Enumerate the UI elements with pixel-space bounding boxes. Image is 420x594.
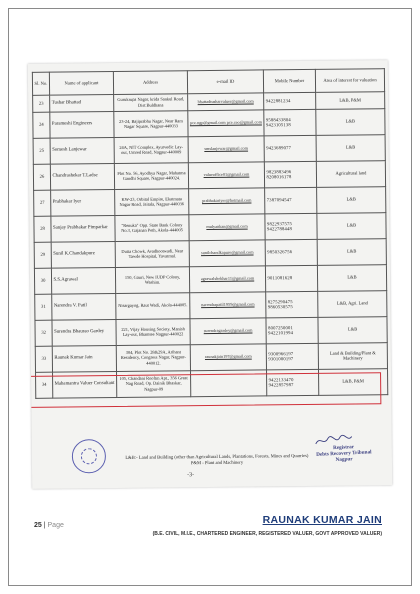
sl-no-cell: 25 [33, 138, 50, 164]
name-cell: Narendra V. Patil [52, 293, 116, 320]
abbreviation-footnote: L&B:- Land and Building (other than Agricultural Lands, Plantations, Forests, Mines and Quarries) P&M - Plant and Machinery [125, 452, 309, 466]
registrar-stamp-text: Registrar Debts Recovery Tribunal Nagpur [316, 444, 372, 464]
table-row [35, 316, 387, 346]
table-row [35, 290, 387, 320]
mobile-cell: 9422133470 9422857987 [266, 369, 318, 396]
address-cell: 23-24, Bajiprabhu Nagar, Near Ram Nagar Square, Nagpur-440033 [114, 110, 188, 137]
sl-no-cell: 28 [34, 216, 51, 242]
email-cell: pce.ngp@gmail.com pce.ceo@gmail.com [188, 110, 264, 137]
valuer-register-table [32, 68, 388, 398]
mobile-cell: 9011081628 [265, 265, 317, 292]
author-name: RAUNAK KUMAR JAIN [262, 514, 382, 526]
name-cell: Raunak Kumar Jain [52, 345, 116, 372]
table-row [34, 238, 386, 268]
mobile-cell: 9823883496 8208016178 [264, 161, 316, 188]
table-row [33, 134, 385, 164]
sl-no-cell: 26 [33, 164, 50, 190]
mobile-cell: 9422881234 [264, 92, 316, 110]
email-cell: smslanjewar@gmail.com [188, 136, 264, 163]
table-row [33, 108, 385, 138]
mobile-cell: 8007250001 9422101994 [266, 317, 318, 344]
address-cell: "Renuka" Opp. State Bank Colony No.3, Gajanan Peth, Akola-444005 [115, 214, 189, 241]
highlight-box-raunak-row [29, 372, 381, 408]
header-sl-no: Sl. No. [32, 72, 49, 95]
mobile-cell: 9588433804 9423105138 [264, 109, 316, 136]
name-cell: Mahamantra Valuer Consultant [53, 371, 117, 398]
name-cell: S.S.Agrawal [51, 267, 115, 294]
table-row [33, 160, 385, 190]
header-email: e-mail ID [187, 70, 263, 93]
email-cell: sunilchandkapure@gmail.com [189, 240, 265, 267]
header-mobile: Mobile Number [263, 69, 315, 92]
address-cell: 24A, NIT Complex, Ayurvedic Lay-out, Umred Road, Nagpur-440009 [114, 136, 188, 163]
area-cell: Agricultural land [316, 160, 385, 187]
author-credentials: (B.E. CIVIL, M.I.E., CHARTERED ENGINEER, REGISTERED VALUER, GOVT APPROVED VALUER) [152, 531, 382, 537]
area-cell: Land & Building/Plant & Machinery [318, 342, 387, 369]
email-cell: agrawalshekhar11@gmail.com [189, 266, 265, 293]
name-cell: Surendra Bhaurao Gardey [52, 319, 116, 346]
mobile-cell: 9822937575 9422788448 [265, 213, 317, 240]
sl-no-cell: 30 [34, 268, 51, 294]
area-cell: L&B, P&M [316, 91, 385, 109]
mobile-cell: 9423689077 [264, 135, 316, 162]
sl-no-cell: 32 [35, 320, 52, 346]
email-cell: raunakjain197@gmail.com [190, 344, 266, 371]
sl-no-cell: 31 [35, 294, 52, 320]
email-cell: prabhakariyer@hotmail.com [189, 188, 265, 215]
area-cell: L&B, Agri. Land [318, 290, 387, 317]
email-cell: bhattadtusharvaluer@gmail.com [188, 93, 264, 111]
sl-no-cell: 24 [33, 112, 50, 138]
table-row [34, 264, 386, 294]
header-area-of-interest: Area of interest for valuation [315, 69, 384, 92]
header-address: Address [113, 71, 187, 94]
email-cell: valueoffice01@gmail.com [188, 162, 264, 189]
area-cell: L&B [316, 108, 385, 135]
name-cell: Chandrashekar T.Ladse [50, 163, 114, 190]
mobile-cell: 8275290475 9860530575 [266, 291, 318, 318]
table-row [34, 212, 386, 242]
area-cell: L&B [316, 134, 385, 161]
name-cell: Sanjay Prabhakar Pimparkar [51, 215, 115, 242]
address-cell: 105, Chandani Rooftm Apt., 356 Great Nag Road, Op. Dainik Bhaskar, Nagpur-09 [117, 370, 191, 397]
area-cell: L&B, P&M [318, 368, 387, 395]
name-cell: Somesh Lanjewar [50, 137, 114, 164]
name-cell: Prabhakar Iyer [51, 189, 115, 216]
sl-no-cell: 23 [33, 95, 50, 112]
header-name: Name of applicant [49, 72, 113, 95]
sl-no-cell: 33 [35, 346, 52, 372]
address-cell: 221, Vijay Housing Society, Manish Lay-out, Bhamtee Nagpur-440022 [116, 318, 190, 345]
mobile-cell: 9850326756 [265, 239, 317, 266]
area-cell: L&B [318, 316, 387, 343]
address-cell: Gurukrupa Nagar, krida Sankul Road, Dist:Buldhana [114, 93, 188, 111]
address-cell: 304, Plot No. 28&29A, Arihant Residency, Congress Nagar, Nagpur-440012. [116, 344, 190, 371]
sl-no-cell: 27 [34, 190, 51, 216]
mobile-cell: 7387094547 [265, 187, 317, 214]
address-cell: Nisargayog, Raut Wadi, Akola-444005. [116, 292, 190, 319]
address-cell: 150, Gauri, New IUDP Colony, Washim. [115, 266, 189, 293]
page-footer-number: 25 | Page [34, 522, 64, 529]
address-cell: KW-23, Orbital Empire, Ekatmata Nagar Road, Jaitala, Nagpur-440036 [115, 188, 189, 215]
table-row [35, 342, 387, 372]
address-cell: Dutta Chowk, Avadhootwadi, Near Tawde Hospital, Yavatmal. [115, 240, 189, 267]
scan-page-number: -3- [187, 472, 195, 479]
scanned-document [28, 60, 392, 489]
email-cell: surendragardey@gmail.com [190, 318, 266, 345]
email-cell: mulyankan@gmail.com [189, 214, 265, 241]
name-cell: Tushar Bhattad [50, 94, 114, 112]
table-row [34, 186, 386, 216]
area-cell: L&B [317, 238, 386, 265]
area-cell: L&B [317, 212, 386, 239]
address-cell: Plot No. 56, Ayodhya Nagar, Mahatma Gandhi Square, Nagpur-440024. [114, 162, 188, 189]
page-number: 25 [34, 522, 42, 529]
sl-no-cell: 29 [34, 242, 51, 268]
area-cell: L&B [317, 186, 386, 213]
sl-no-cell: 34 [36, 372, 53, 398]
name-cell: Parameshi Engineers [50, 111, 114, 138]
mobile-cell: 9300966197 9301000197 [266, 343, 318, 370]
area-cell: L&B [317, 264, 386, 291]
name-cell: Sunil K.Chandakpure [51, 241, 115, 268]
email-cell: narendrapatil1959@gmail.com [190, 292, 266, 319]
page-label: Page [47, 522, 64, 529]
